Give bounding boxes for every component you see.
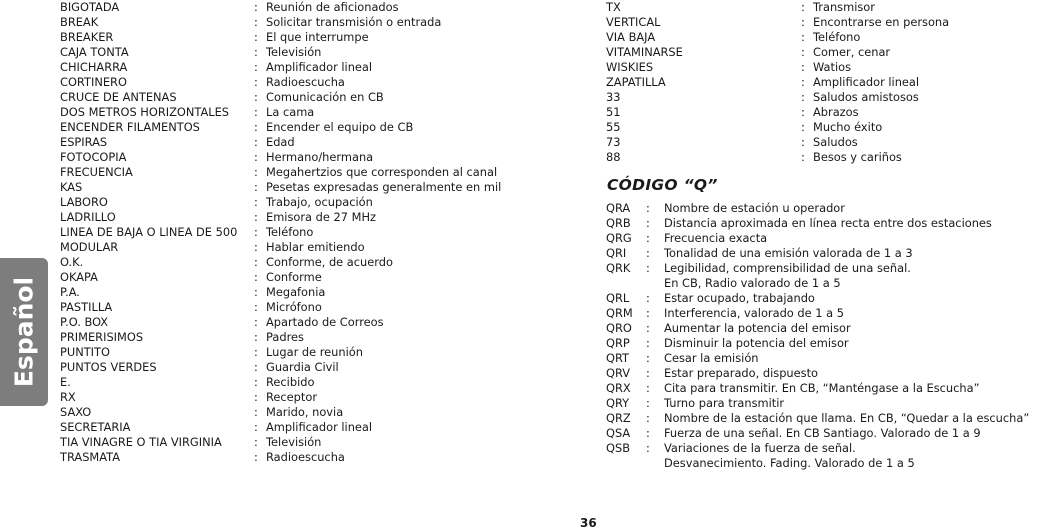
glossary-term: TRASMATA xyxy=(60,450,121,464)
separator-colon: : xyxy=(646,321,650,335)
glossary-row xyxy=(60,180,520,195)
glossary-row xyxy=(60,300,520,315)
glossary-row xyxy=(60,270,520,285)
glossary-term: ZAPATILLA xyxy=(606,75,666,89)
separator-colon: : xyxy=(801,30,805,44)
q-code-row xyxy=(606,216,1059,231)
separator-colon: : xyxy=(254,120,258,134)
separator-colon: : xyxy=(646,426,650,440)
separator-colon: : xyxy=(646,246,650,260)
glossary-term: P.A. xyxy=(60,285,80,299)
q-code-definition xyxy=(664,336,1059,351)
glossary-definition: Hablar emitiendo xyxy=(266,240,365,254)
glossary-definition: Conforme, de acuerdo xyxy=(266,255,393,269)
language-side-tab xyxy=(0,258,48,406)
glossary-term: PASTILLA xyxy=(60,300,113,314)
q-code-row xyxy=(606,366,1059,381)
glossary-row xyxy=(60,165,520,180)
q-code-definition-line: Cesar la emisión xyxy=(664,351,759,365)
separator-colon: : xyxy=(254,300,258,314)
separator-colon: : xyxy=(801,135,805,149)
q-code: QRO xyxy=(606,321,632,335)
separator-colon: : xyxy=(254,180,258,194)
glossary-term: BREAK xyxy=(60,15,99,29)
glossary-definition: Transmisor xyxy=(813,0,875,14)
q-code-definition xyxy=(664,306,1059,321)
q-code-row xyxy=(606,351,1059,366)
glossary-definition: Reunión de aficionados xyxy=(266,0,399,14)
separator-colon: : xyxy=(254,195,258,209)
glossary-definition: El que interrumpe xyxy=(266,30,369,44)
q-code-row xyxy=(606,306,1059,321)
separator-colon: : xyxy=(801,105,805,119)
separator-colon: : xyxy=(254,390,258,404)
glossary-definition: Lugar de reunión xyxy=(266,345,363,359)
glossary-term: 55 xyxy=(606,120,621,134)
separator-colon: : xyxy=(254,0,258,14)
glossary-definition: Apartado de Correos xyxy=(266,315,384,329)
glossary-term: P.O. BOX xyxy=(60,315,109,329)
separator-colon: : xyxy=(646,381,650,395)
q-code-list xyxy=(606,201,1059,471)
glossary-term: 33 xyxy=(606,90,621,104)
glossary-definition: Besos y cariños xyxy=(813,150,902,164)
q-code-definition-line: Aumentar la potencia del emisor xyxy=(664,321,851,335)
separator-colon: : xyxy=(801,45,805,59)
q-code-definition xyxy=(664,321,1059,336)
q-code-row xyxy=(606,291,1059,306)
q-code-definition xyxy=(664,396,1059,411)
glossary-row xyxy=(60,285,520,300)
glossary-row xyxy=(606,60,1059,75)
q-code-row xyxy=(606,231,1059,246)
separator-colon: : xyxy=(254,105,258,119)
separator-colon: : xyxy=(646,291,650,305)
q-code-definition-line: Distancia aproximada en línea recta entre dos estaciones xyxy=(664,216,992,230)
glossary-row xyxy=(606,0,1059,15)
glossary-row xyxy=(60,240,520,255)
glossary-definition: Amplificador lineal xyxy=(266,420,373,434)
glossary-row xyxy=(60,375,520,390)
glossary-definition: Televisión xyxy=(266,45,322,59)
q-code-definition xyxy=(664,231,1059,246)
q-code-definition xyxy=(664,261,1059,291)
q-code-definition-line: Legibilidad, comprensibilidad de una señal. xyxy=(664,261,911,275)
q-code-definition xyxy=(664,351,1059,366)
q-code: QSB xyxy=(606,441,631,455)
glossary-definition: Edad xyxy=(266,135,295,149)
glossary-term: CAJA TONTA xyxy=(60,45,129,59)
q-code-definition-line: Tonalidad de una emisión valorada de 1 a 3 xyxy=(664,246,913,260)
glossary-definition: Emisora de 27 MHz xyxy=(266,210,376,224)
q-code-definition xyxy=(664,366,1059,381)
glossary-term: BREAKER xyxy=(60,30,114,44)
glossary-row xyxy=(60,420,520,435)
glossary-definition: Micrófono xyxy=(266,300,322,314)
separator-colon: : xyxy=(646,396,650,410)
q-code-definition-line: Desvanecimiento. Fading. Valorado de 1 a 5 xyxy=(664,456,915,470)
q-code-definition xyxy=(664,411,1059,426)
glossary-definition: Televisión xyxy=(266,435,322,449)
glossary-row xyxy=(60,0,520,15)
q-code-row xyxy=(606,441,1059,471)
q-code-row xyxy=(606,411,1059,426)
glossary-row xyxy=(60,195,520,210)
glossary-term: FRECUENCIA xyxy=(60,165,133,179)
separator-colon: : xyxy=(254,210,258,224)
glossary-row xyxy=(606,105,1059,120)
q-code-definition xyxy=(664,201,1059,216)
q-code: QRV xyxy=(606,366,631,380)
glossary-term: VITAMINARSE xyxy=(606,45,683,59)
q-code-definition xyxy=(664,441,1059,471)
q-code-row xyxy=(606,396,1059,411)
glossary-term: OKAPA xyxy=(60,270,98,284)
separator-colon: : xyxy=(801,90,805,104)
q-code-definition xyxy=(664,246,1059,261)
separator-colon: : xyxy=(254,285,258,299)
separator-colon: : xyxy=(254,315,258,329)
glossary-definition: Radioescucha xyxy=(266,75,345,89)
glossary-term: TIA VINAGRE O TIA VIRGINIA xyxy=(60,435,222,449)
q-code-row xyxy=(606,246,1059,261)
q-code-row xyxy=(606,336,1059,351)
separator-colon: : xyxy=(254,375,258,389)
q-code-row xyxy=(606,381,1059,396)
glossary-right-column xyxy=(606,0,1059,165)
glossary-term: VIA BAJA xyxy=(606,30,656,44)
q-code-definition-line: Turno para transmitir xyxy=(664,396,785,410)
q-code: QSA xyxy=(606,426,631,440)
glossary-row xyxy=(60,450,520,465)
q-code: QRK xyxy=(606,261,631,275)
glossary-row xyxy=(60,105,520,120)
glossary-row xyxy=(606,135,1059,150)
separator-colon: : xyxy=(646,336,650,350)
glossary-row xyxy=(60,360,520,375)
q-code-definition-line: Variaciones de la fuerza de señal. xyxy=(664,441,856,455)
glossary-definition: Saludos xyxy=(813,135,858,149)
separator-colon: : xyxy=(801,75,805,89)
separator-colon: : xyxy=(254,150,258,164)
q-code-definition-line: Interferencia, valorado de 1 a 5 xyxy=(664,306,844,320)
glossary-row xyxy=(606,150,1059,165)
glossary-term: SAXO xyxy=(60,405,92,419)
q-code-definition-line: Estar ocupado, trabajando xyxy=(664,291,815,305)
q-code: QRA xyxy=(606,201,631,215)
q-code: QRI xyxy=(606,246,627,260)
separator-colon: : xyxy=(254,60,258,74)
q-code-heading: CÓDIGO “Q” xyxy=(607,176,718,194)
glossary-row xyxy=(606,75,1059,90)
glossary-row xyxy=(60,60,520,75)
glossary-definition: Comunicación en CB xyxy=(266,90,384,104)
glossary-term: LABORO xyxy=(60,195,108,209)
separator-colon: : xyxy=(646,411,650,425)
q-code: QRL xyxy=(606,291,630,305)
q-code-definition-line: En CB, Radio valorado de 1 a 5 xyxy=(664,276,841,290)
glossary-definition: La cama xyxy=(266,105,315,119)
glossary-definition: Mucho éxito xyxy=(813,120,883,134)
q-code-row xyxy=(606,201,1059,216)
glossary-definition: Padres xyxy=(266,330,304,344)
separator-colon: : xyxy=(646,306,650,320)
glossary-term: BIGOTADA xyxy=(60,0,120,14)
glossary-definition: Trabajo, ocupación xyxy=(266,195,373,209)
glossary-row xyxy=(60,390,520,405)
glossary-definition: Comer, cenar xyxy=(813,45,891,59)
q-code-definition-line: Nombre de la estación que llama. En CB, “Quedar a la escucha” xyxy=(664,411,1030,425)
glossary-definition: Pesetas expresadas generalmente en mil xyxy=(266,180,502,194)
glossary-row xyxy=(60,405,520,420)
separator-colon: : xyxy=(254,255,258,269)
glossary-definition: Megahertzios que corresponden al canal xyxy=(266,165,498,179)
glossary-term: VERTICAL xyxy=(606,15,661,29)
glossary-definition: Recibido xyxy=(266,375,315,389)
page-number: 36 xyxy=(580,516,597,530)
glossary-term: 51 xyxy=(606,105,621,119)
q-code-definition-line: Frecuencia exacta xyxy=(664,231,768,245)
glossary-row xyxy=(60,45,520,60)
glossary-row xyxy=(60,255,520,270)
q-code: QRM xyxy=(606,306,633,320)
separator-colon: : xyxy=(646,351,650,365)
glossary-row xyxy=(60,135,520,150)
glossary-row xyxy=(60,90,520,105)
glossary-definition: Encontrarse en persona xyxy=(813,15,950,29)
glossary-term: LADRILLO xyxy=(60,210,116,224)
glossary-left-column xyxy=(60,0,520,465)
glossary-definition: Teléfono xyxy=(266,225,314,239)
glossary-term: CRUCE DE ANTENAS xyxy=(60,90,177,104)
separator-colon: : xyxy=(254,240,258,254)
glossary-term: FOTOCOPIA xyxy=(60,150,127,164)
separator-colon: : xyxy=(254,330,258,344)
glossary-definition: Hermano/hermana xyxy=(266,150,374,164)
glossary-term: ESPIRAS xyxy=(60,135,108,149)
glossary-definition: Marido, novia xyxy=(266,405,344,419)
separator-colon: : xyxy=(254,435,258,449)
glossary-term: LINEA DE BAJA O LINEA DE 500 xyxy=(60,225,238,239)
glossary-row xyxy=(60,330,520,345)
glossary-row xyxy=(60,315,520,330)
glossary-row xyxy=(606,120,1059,135)
separator-colon: : xyxy=(254,450,258,464)
glossary-definition: Saludos amistosos xyxy=(813,90,919,104)
q-code-definition xyxy=(664,381,1059,396)
separator-colon: : xyxy=(254,225,258,239)
glossary-row xyxy=(60,150,520,165)
glossary-row xyxy=(60,225,520,240)
language-label: Español xyxy=(9,276,39,388)
separator-colon: : xyxy=(254,75,258,89)
q-code-row xyxy=(606,261,1059,291)
separator-colon: : xyxy=(801,120,805,134)
glossary-row xyxy=(606,45,1059,60)
separator-colon: : xyxy=(646,216,650,230)
glossary-row xyxy=(60,30,520,45)
glossary-term: TX xyxy=(606,0,621,14)
glossary-term: CHICHARRA xyxy=(60,60,128,74)
glossary-definition: Megafonia xyxy=(266,285,326,299)
separator-colon: : xyxy=(801,60,805,74)
q-code-definition-line: Nombre de estación u operador xyxy=(664,201,845,215)
glossary-row xyxy=(606,90,1059,105)
glossary-definition: Teléfono xyxy=(813,30,861,44)
q-code-row xyxy=(606,321,1059,336)
glossary-definition: Guardia Civil xyxy=(266,360,339,374)
glossary-definition: Abrazos xyxy=(813,105,859,119)
glossary-definition: Receptor xyxy=(266,390,318,404)
q-code-definition-line: Cita para transmitir. En CB, “Manténgase a la Escucha” xyxy=(664,381,980,395)
glossary-term: CORTINERO xyxy=(60,75,127,89)
glossary-definition: Radioescucha xyxy=(266,450,345,464)
glossary-row xyxy=(60,15,520,30)
glossary-definition: Watios xyxy=(813,60,852,74)
q-code-definition-line: Disminuir la potencia del emisor xyxy=(664,336,849,350)
q-code: QRZ xyxy=(606,411,631,425)
glossary-definition: Encender el equipo de CB xyxy=(266,120,414,134)
separator-colon: : xyxy=(254,420,258,434)
glossary-term: 73 xyxy=(606,135,621,149)
glossary-definition: Conforme xyxy=(266,270,322,284)
separator-colon: : xyxy=(801,0,805,14)
glossary-term: E. xyxy=(60,375,71,389)
separator-colon: : xyxy=(646,366,650,380)
glossary-term: WISKIES xyxy=(606,60,654,74)
separator-colon: : xyxy=(801,150,805,164)
glossary-term: PUNTOS VERDES xyxy=(60,360,157,374)
glossary-term: DOS METROS HORIZONTALES xyxy=(60,105,230,119)
glossary-row xyxy=(606,30,1059,45)
separator-colon: : xyxy=(254,405,258,419)
glossary-term: RX xyxy=(60,390,76,404)
glossary-term: SECRETARIA xyxy=(60,420,131,434)
glossary-row xyxy=(60,210,520,225)
separator-colon: : xyxy=(254,360,258,374)
separator-colon: : xyxy=(254,30,258,44)
q-code: QRT xyxy=(606,351,630,365)
glossary-definition: Amplificador lineal xyxy=(813,75,920,89)
glossary-term: PUNTITO xyxy=(60,345,110,359)
separator-colon: : xyxy=(254,345,258,359)
q-code: QRY xyxy=(606,396,630,410)
q-code: QRP xyxy=(606,336,630,350)
separator-colon: : xyxy=(801,15,805,29)
separator-colon: : xyxy=(254,45,258,59)
glossary-term: MODULAR xyxy=(60,240,119,254)
q-code-definition xyxy=(664,291,1059,306)
glossary-term: ENCENDER FILAMENTOS xyxy=(60,120,200,134)
glossary-term: 88 xyxy=(606,150,621,164)
separator-colon: : xyxy=(254,270,258,284)
separator-colon: : xyxy=(646,201,650,215)
separator-colon: : xyxy=(254,135,258,149)
q-code-definition-line: Estar preparado, dispuesto xyxy=(664,366,819,380)
glossary-row xyxy=(60,120,520,135)
separator-colon: : xyxy=(254,15,258,29)
separator-colon: : xyxy=(646,441,650,455)
glossary-row xyxy=(606,15,1059,30)
glossary-row xyxy=(60,345,520,360)
glossary-definition: Amplificador lineal xyxy=(266,60,373,74)
separator-colon: : xyxy=(254,90,258,104)
q-code: QRB xyxy=(606,216,631,230)
q-code: QRX xyxy=(606,381,631,395)
q-code-definition xyxy=(664,426,1059,441)
q-code-definition xyxy=(664,216,1059,231)
glossary-definition: Solicitar transmisión o entrada xyxy=(266,15,442,29)
glossary-row xyxy=(60,435,520,450)
glossary-row xyxy=(60,75,520,90)
q-code: QRG xyxy=(606,231,632,245)
glossary-term: O.K. xyxy=(60,255,84,269)
glossary-term: PRIMERISIMOS xyxy=(60,330,144,344)
glossary-term: KAS xyxy=(60,180,83,194)
q-code-definition-line: Fuerza de una señal. En CB Santiago. Valorado de 1 a 9 xyxy=(664,426,981,440)
separator-colon: : xyxy=(254,165,258,179)
q-code-row xyxy=(606,426,1059,441)
separator-colon: : xyxy=(646,261,650,275)
separator-colon: : xyxy=(646,231,650,245)
